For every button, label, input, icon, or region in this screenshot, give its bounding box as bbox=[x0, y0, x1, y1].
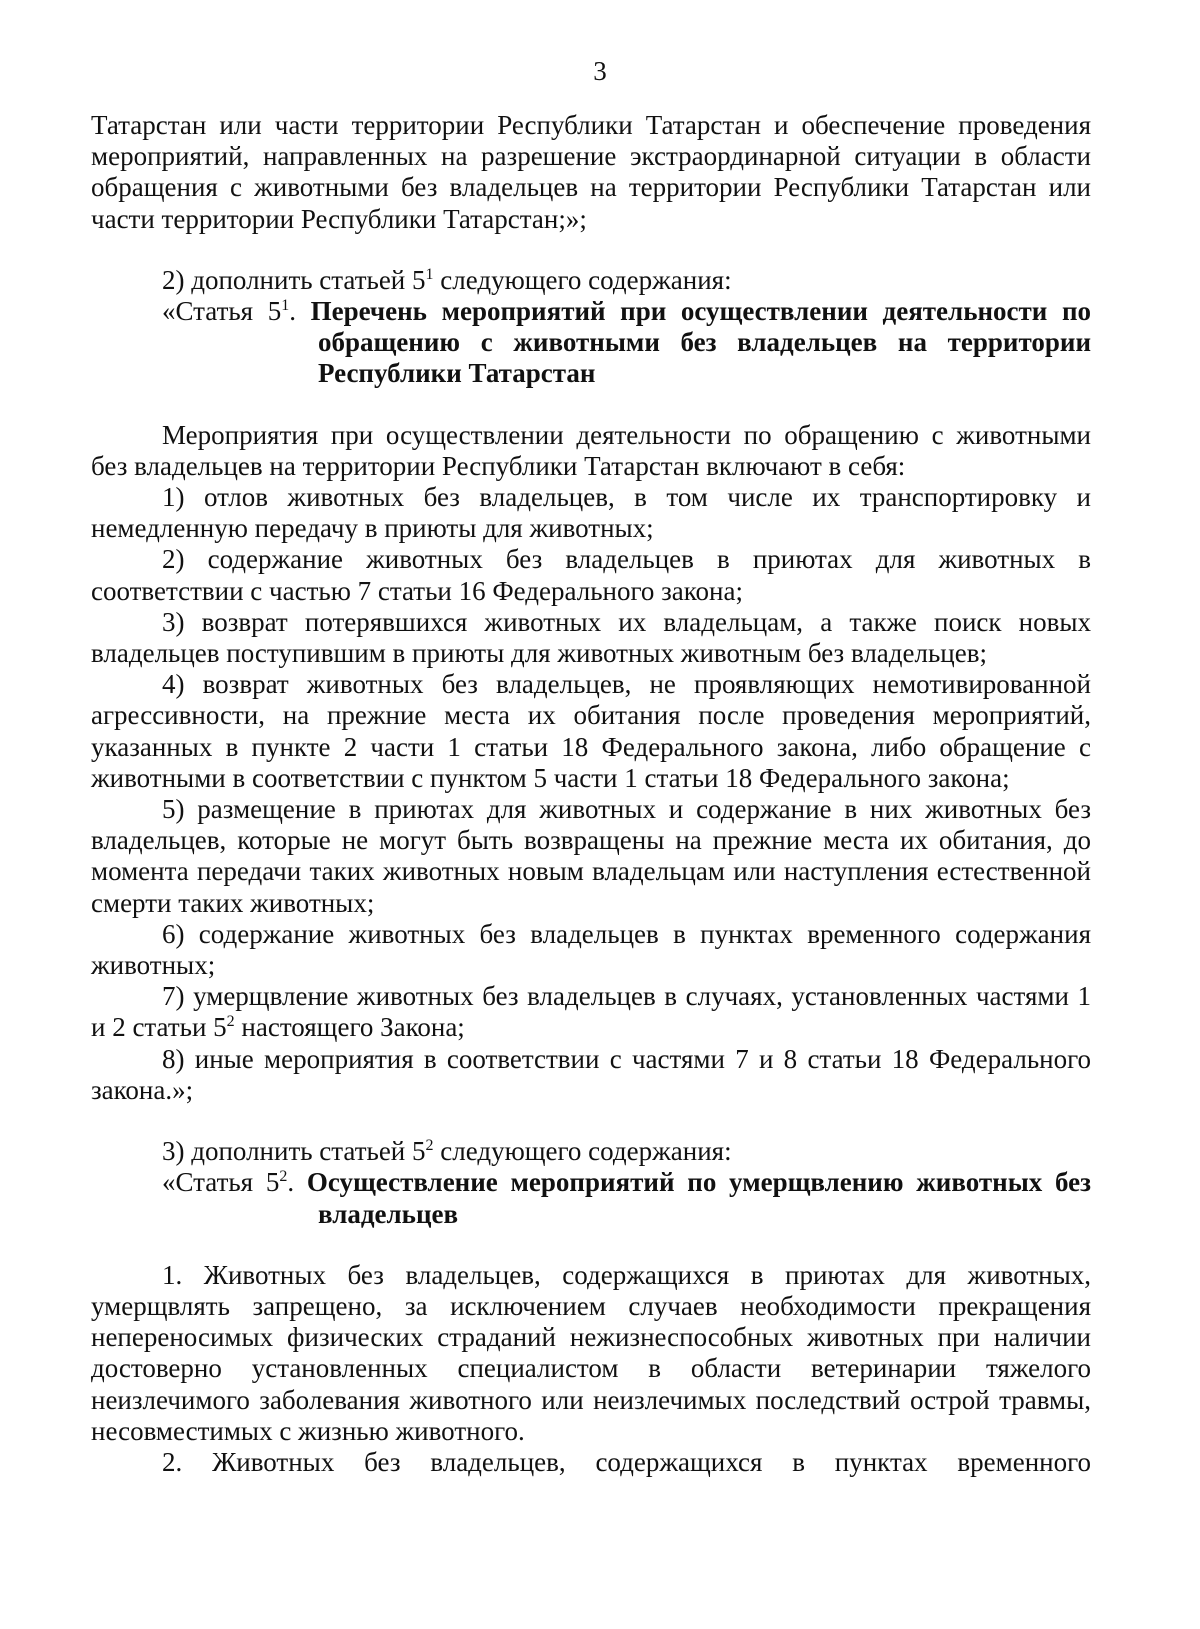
article-5-2-heading bbox=[91, 1167, 1091, 1229]
spacer bbox=[91, 390, 1091, 420]
list-item: 5) размещение в приютах для животных и содержание в них животных без владельцев, которые не могут быть возвращены на прежние места их обитания, до момента передачи таких животных новым владельцам или наступления естественной смерти таких животных; bbox=[91, 794, 1091, 918]
superscript: 1 bbox=[281, 297, 290, 315]
article-5-1-lead: «Статья 5 bbox=[162, 296, 282, 327]
article-5-2-part-1: 1. Животных без владельцев, содержащихся в приютах для животных, умерщвлять запрещено, за исключением случаев необходимости прекращения непереносимых физических страданий нежизнеспособных животных при наличии достоверно установленных специалистом в области ветеринарии тяжелого неизлечимого заболевания животного или неизлечимых последствий острой травмы, несовместимых с жизнью животного. bbox=[91, 1259, 1091, 1446]
article-5-1-list bbox=[91, 482, 1091, 1106]
list-item: 6) содержание животных без владельцев в пунктах временного содержания животных; bbox=[91, 918, 1091, 981]
superscript: 2 bbox=[425, 1137, 434, 1155]
article-5-1-heading bbox=[91, 296, 1091, 390]
article-5-1-title: Перечень мероприятий при осуществлении деятельности по обращению с животными без владельцев на территории Республики Татарстан bbox=[310, 296, 1092, 389]
spacer bbox=[91, 1230, 1091, 1260]
spacer bbox=[91, 235, 1091, 265]
list-item: 2) содержание животных без владельцев в приютах для животных в соответствии с частью 7 статьи 16 Федерального закона; bbox=[91, 544, 1091, 606]
spacer bbox=[91, 1106, 1091, 1136]
intro-paragraph: Татарстан или части территории Республики Татарстан и обеспечение проведения мероприятий, направленных на разрешение экстраординарной ситуации в области обращения с животными без владельцев на территории Республики Татарстан или части территории Республики Татарстан;»; bbox=[91, 110, 1091, 234]
superscript: 1 bbox=[425, 265, 434, 283]
list-item: 1) отлов животных без владельцев, в том числе их транспортировку и немедленную передачу в приюты для животных; bbox=[91, 482, 1091, 544]
article-5-2-title: Осуществление мероприятий по умерщвлению животных без владельцев bbox=[306, 1167, 1092, 1229]
article-5-1-dot: . bbox=[289, 296, 311, 327]
article-5-2-part-2: 2. Животных без владельцев, содержащихся в пунктах временного bbox=[162, 1446, 1091, 1477]
amendment-item-2-text: 2) дополнить статьей 5 bbox=[162, 264, 426, 295]
amendment-item-3-tail: следующего содержания: bbox=[433, 1136, 732, 1167]
amendment-item-3 bbox=[91, 1136, 1091, 1167]
list-item bbox=[91, 981, 1091, 1043]
superscript: 2 bbox=[279, 1168, 288, 1186]
document-body bbox=[91, 110, 1091, 1478]
article-5-2-dot: . bbox=[287, 1167, 307, 1198]
amendment-item-2 bbox=[91, 265, 1091, 296]
article-5-1-intro: Мероприятия при осуществлении деятельности по обращению с животными без владельцев на территории Республики Татарстан включают в себя: bbox=[91, 419, 1091, 481]
page-number: 3 bbox=[593, 56, 607, 86]
list-item-7-text: 7) умерщвление животных без владельцев в случаях, установленных частями 1 и 2 статьи 5 bbox=[91, 981, 1091, 1043]
list-item: 8) иные мероприятия в соответствии с частями 7 и 8 статьи 18 Федерального закона.»; bbox=[91, 1043, 1091, 1105]
amendment-item-2-tail: следующего содержания: bbox=[433, 264, 732, 295]
superscript: 2 bbox=[226, 1013, 235, 1031]
amendment-item-3-text: 3) дополнить статьей 5 bbox=[162, 1136, 426, 1167]
article-5-2-lead: «Статья 5 bbox=[162, 1167, 280, 1198]
list-item: 3) возврат потерявшихся животных их владельцам, а также поиск новых владельцев поступившим в приюты для животных животным без владельцев; bbox=[91, 606, 1091, 669]
list-item: 4) возврат животных без владельцев, не проявляющих немотивированной агрессивности, на прежние места их обитания после проведения мероприятий, указанных в пункте 2 части 1 статьи 18 Федерального закона, либо обращение с животными в соответствии с пунктом 5 части 1 статьи 18 Федерального закона; bbox=[91, 669, 1091, 793]
list-item-7-tail: настоящего Закона; bbox=[234, 1012, 465, 1043]
